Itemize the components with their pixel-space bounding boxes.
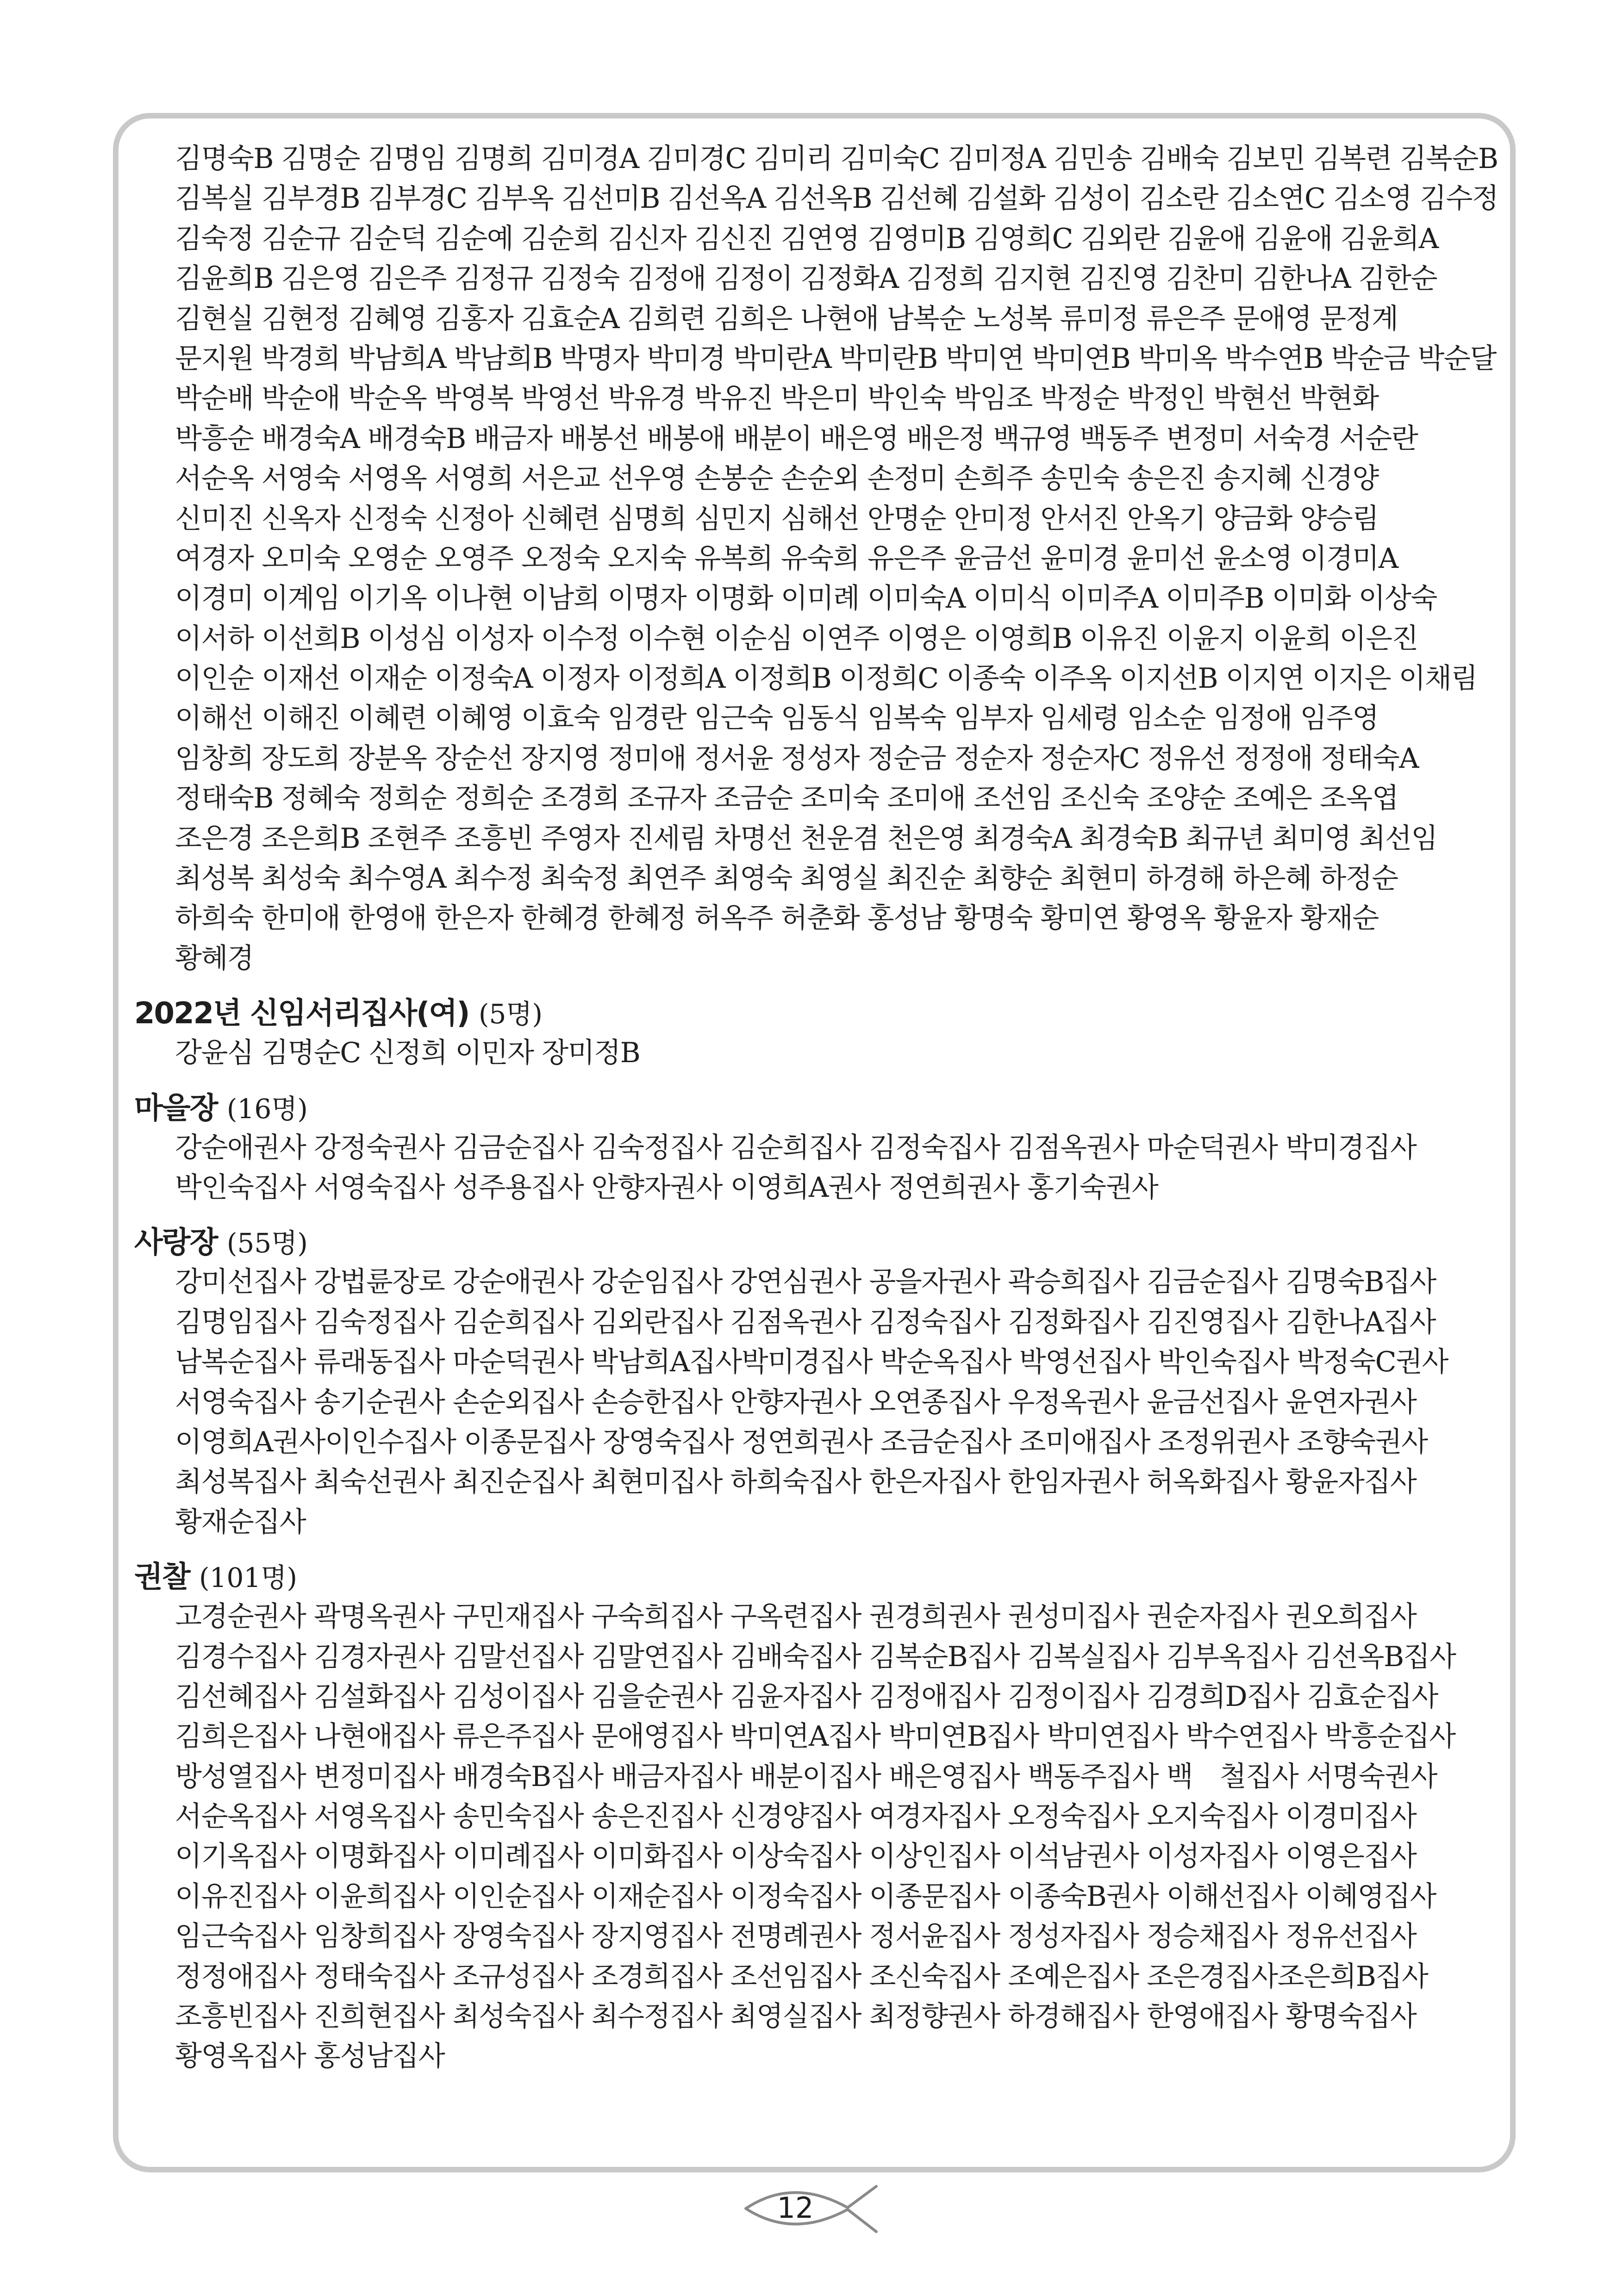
name-list-line: 남복순집사 류래동집사 마순덕권사 박남희A집사박미경집사 박순옥집사 박영선집사 박인숙집사 박정숙C권사 [175, 1346, 1448, 1379]
section-heading [134, 1223, 1504, 1262]
name-list-line: 박인숙집사 서영숙집사 성주용집사 안향자권사 이영희A권사 정연희권사 홍기숙권사 [175, 1171, 1158, 1204]
name-list-line: 조흥빈집사 진희현집사 최성숙집사 최수정집사 최영실집사 최정향권사 하경해집사 한영애집사 황명숙집사 [175, 2000, 1417, 2033]
name-list-line: 황혜경 [175, 942, 254, 975]
page-footer [737, 2175, 890, 2240]
name-list-line: 서영숙집사 송기순권사 손순외집사 손승한집사 안향자권사 오연종집사 우정옥권사 윤금선집사 윤연자권사 [175, 1386, 1417, 1419]
name-list-line: 조은경 조은희B 조현주 조흥빈 주영자 진세림 차명선 천운겸 천은영 최경숙A 최경숙B 최규년 최미영 최선임 [175, 822, 1437, 855]
name-list-line: 강순애권사 강정숙권사 김금순집사 김숙정집사 김순희집사 김정숙집사 김점옥권사 마순덕권사 박미경집사 [175, 1131, 1417, 1164]
section-title: 2022년 신임서리집사(여) [134, 996, 469, 1031]
name-list-line: 고경순권사 곽명옥권사 구민재집사 구숙희집사 구옥련집사 권경희권사 권성미집사 권순자집사 권오희집사 [175, 1600, 1417, 1633]
name-list-line: 방성열집사 변정미집사 배경숙B집사 배금자집사 배분이집사 배은영집사 백동주집사 백 철집사 서명숙권사 [175, 1760, 1437, 1793]
name-list-line: 임창희 장도희 장분옥 장순선 장지영 정미애 정서윤 정성자 정순금 정순자 정순자C 정유선 정정애 정태숙A [175, 742, 1418, 775]
name-list-line: 황재순집사 [175, 1506, 306, 1538]
name-list-line: 김희은집사 나현애집사 류은주집사 문애영집사 박미연A집사 박미연B집사 박미연집사 박수연집사 박흥순집사 [175, 1720, 1455, 1753]
section-heading [134, 994, 1504, 1033]
section-count: (101명) [199, 1562, 297, 1594]
section [134, 1089, 1504, 1208]
name-list-line: 김윤희B 김은영 김은주 김정규 김정숙 김정애 김정이 김정화A 김정희 김지현 김진영 김찬미 김한나A 김한순 [175, 262, 1437, 295]
name-list-line: 하희숙 한미애 한영애 한은자 한혜경 한혜정 허옥주 허춘화 홍성남 황명숙 황미연 황영옥 황윤자 황재순 [175, 902, 1379, 935]
section-count: (5명) [478, 998, 543, 1030]
section [134, 1558, 1504, 2077]
section [134, 994, 1504, 1073]
name-list-line: 여경자 오미숙 오영순 오영주 오정숙 오지숙 유복희 유숙희 유은주 윤금선 윤미경 윤미선 윤소영 이경미A [175, 542, 1398, 575]
name-list-line: 김현실 김현정 김혜영 김홍자 김효순A 김희련 김희은 나현애 남복순 노성복 류미정 류은주 문애영 문정계 [175, 302, 1398, 335]
section-name-list [134, 1128, 1504, 1208]
name-list-line: 이기옥집사 이명화집사 이미례집사 이미화집사 이상숙집사 이상인집사 이석남권사 이성자집사 이영은집사 [175, 1840, 1417, 1873]
section-title: 마을장 [134, 1091, 218, 1126]
name-list-line: 이인순 이재선 이재순 이정숙A 이정자 이정희A 이정희B 이정희C 이종숙 이주옥 이지선B 이지연 이지은 이채림 [175, 662, 1478, 695]
name-list-line: 황영옥집사 홍성남집사 [175, 2040, 445, 2073]
name-list-line: 최성복집사 최숙선권사 최진순집사 최현미집사 하희숙집사 한은자집사 한임자권사 허옥화집사 황윤자집사 [175, 1466, 1417, 1499]
name-list-line: 정태숙B 정혜숙 정희순 정희순 조경희 조규자 조금순 조미숙 조미애 조선임 조신숙 조양순 조예은 조옥엽 [175, 782, 1398, 815]
page-content [134, 139, 1504, 2077]
name-list-line: 김선혜집사 김설화집사 김성이집사 김을순권사 김윤자집사 김정애집사 김정이집사 김경희D집사 김효순집사 [175, 1680, 1438, 1713]
section-count: (16명) [226, 1093, 308, 1125]
name-list-line: 강미선집사 강법륜장로 강순애권사 강순임집사 강연심권사 공을자권사 곽승희집사 김금순집사 김명숙B집사 [175, 1266, 1436, 1299]
name-list-line: 임근숙집사 임창희집사 장영숙집사 장지영집사 전명례권사 정서윤집사 정성자집사 정승채집사 정유선집사 [175, 1920, 1417, 1953]
name-list-line: 박순배 박순애 박순옥 박영복 박영선 박유경 박유진 박은미 박인숙 박임조 박정순 박정인 박현선 박현화 [175, 382, 1379, 415]
name-list-line: 박흥순 배경숙A 배경숙B 배금자 배봉선 배봉애 배분이 배은영 배은정 백규영 백동주 변정미 서숙경 서순란 [175, 422, 1418, 455]
section-name-list [134, 1597, 1504, 2077]
name-list-line: 김명숙B 김명순 김명임 김명희 김미경A 김미경C 김미리 김미숙C 김미정A 김민송 김배숙 김보민 김복련 김복순B [175, 143, 1498, 175]
name-list-line: 서순옥집사 서영옥집사 송민숙집사 송은진집사 신경양집사 여경자집사 오정숙집사 오지숙집사 이경미집사 [175, 1800, 1417, 1833]
name-list-line: 정정애집사 정태숙집사 조규성집사 조경희집사 조선임집사 조신숙집사 조예은집사 조은경집사조은희B집사 [175, 1960, 1428, 1993]
sections-container [134, 994, 1504, 2077]
name-list-line: 서순옥 서영숙 서영옥 서영희 서은교 선우영 손봉순 손순외 손정미 손희주 송민숙 송은진 송지혜 신경양 [175, 462, 1379, 495]
name-list-line: 문지원 박경희 박남희A 박남희B 박명자 박미경 박미란A 박미란B 박미연 박미연B 박미옥 박수연B 박순금 박순달 [175, 342, 1496, 375]
section-heading [134, 1558, 1504, 1597]
section-title: 사랑장 [134, 1226, 218, 1260]
name-list-line: 김경수집사 김경자권사 김말선집사 김말연집사 김배숙집사 김복순B집사 김복실집사 김부옥집사 김선옥B집사 [175, 1640, 1456, 1673]
section-name-list [134, 1262, 1504, 1542]
page-number: 12 [777, 2191, 814, 2225]
member-name-list [134, 139, 1504, 978]
name-list-line: 김복실 김부경B 김부경C 김부옥 김선미B 김선옥A 김선옥B 김선혜 김설화 김성이 김소란 김소연C 김소영 김수정 [175, 182, 1498, 215]
section-count: (55명) [226, 1227, 308, 1259]
name-list-line: 이서하 이선희B 이성심 이성자 이수정 이수현 이순심 이연주 이영은 이영희B 이유진 이윤지 이윤희 이은진 [175, 622, 1418, 655]
section-name-list [134, 1033, 1504, 1073]
name-list-line: 이유진집사 이윤희집사 이인순집사 이재순집사 이정숙집사 이종문집사 이종숙B권사 이해선집사 이혜영집사 [175, 1880, 1436, 1913]
name-list-line: 강윤심 김명순C 신정희 이민자 장미정B [175, 1037, 640, 1070]
name-list-line: 최성복 최성숙 최수영A 최수정 최숙정 최연주 최영숙 최영실 최진순 최향순 최현미 하경해 하은혜 하정순 [175, 862, 1398, 895]
section-heading [134, 1089, 1504, 1128]
name-list-line: 신미진 신옥자 신정숙 신정아 신혜련 심명희 심민지 심해선 안명순 안미정 안서진 안옥기 양금화 양승림 [175, 502, 1379, 535]
section-title: 권찰 [134, 1560, 190, 1595]
name-list-line: 이경미 이계임 이기옥 이나현 이남희 이명자 이명화 이미례 이미숙A 이미식 이미주A 이미주B 이미화 이상숙 [175, 582, 1437, 615]
name-list-line: 김숙정 김순규 김순덕 김순예 김순희 김신자 김신진 김연영 김영미B 김영희C 김외란 김윤애 김윤애 김윤희A [175, 222, 1438, 255]
name-list-line: 이영희A권사이인수집사 이종문집사 장영숙집사 정연희권사 조금순집사 조미애집사 조정위권사 조향숙권사 [175, 1425, 1428, 1458]
section [134, 1223, 1504, 1542]
name-list-line: 김명임집사 김숙정집사 김순희집사 김외란집사 김점옥권사 김정숙집사 김정화집사 김진영집사 김한나A집사 [175, 1306, 1436, 1338]
name-list-line: 이해선 이해진 이혜련 이혜영 이효숙 임경란 임근숙 임동식 임복숙 임부자 임세령 임소순 임정애 임주영 [175, 702, 1379, 735]
